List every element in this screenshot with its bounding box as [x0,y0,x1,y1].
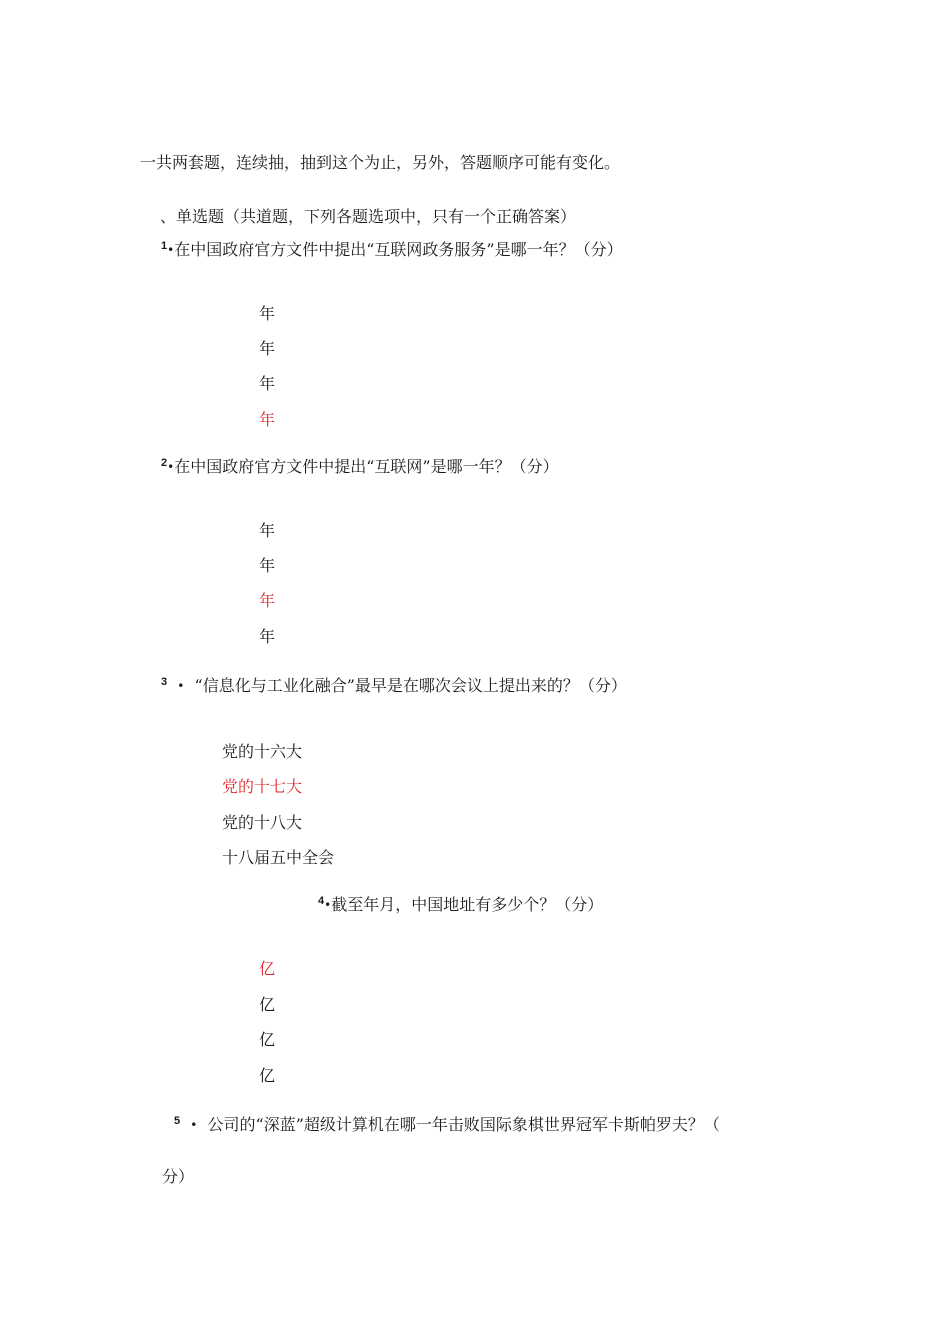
q4-option-b[interactable]: 亿 [259,995,276,1014]
q3-option-a[interactable]: 党的十六大 [222,742,303,761]
q1-option-c[interactable]: 年 [259,374,276,393]
q4-option-d[interactable]: 亿 [259,1066,276,1085]
q4-option-a[interactable]: 亿 [259,959,276,978]
q1-option-a[interactable]: 年 [259,304,276,323]
question-text: 公司的“深蓝”超级计算机在哪一年击败国际象棋世界冠军卡斯帕罗夫？（ [207,1115,720,1134]
q3-option-c[interactable]: 党的十八大 [222,813,303,832]
bullet-icon: • [167,460,175,474]
question-text: “信息化与工业化融合”最早是在哪次会议上提出来的？（分） [194,676,627,695]
q2-option-b[interactable]: 年 [259,556,276,575]
question-3 [161,676,627,698]
q4-option-c[interactable]: 亿 [259,1030,276,1049]
intro-text: 一共两套题，连续抽，抽到这个为止，另外，答题顺序可能有变化。 [140,153,621,172]
q3-option-b[interactable]: 党的十七大 [222,777,303,796]
bullet-icon: • [167,243,175,257]
bullet-icon: • [190,1118,198,1132]
question-1 [161,240,623,262]
question-text: 截至年月，中国地址有多少个？（分） [331,895,604,914]
q3-option-d[interactable]: 十八届五中全会 [222,848,335,867]
q2-option-d[interactable]: 年 [259,627,276,646]
question-number: 5 [174,1115,181,1127]
q2-option-c[interactable]: 年 [259,591,276,610]
q2-option-a[interactable]: 年 [259,521,276,540]
question-5 [174,1115,720,1137]
question-number: 1 [161,240,168,252]
question-text: 在中国政府官方文件中提出“互联网政务服务”是哪一年？（分） [174,240,623,259]
q1-option-d[interactable]: 年 [259,410,276,429]
question-number: 2 [161,457,168,469]
question-number: 4 [318,895,325,907]
question-text: 在中国政府官方文件中提出“互联网”是哪一年？（分） [174,457,559,476]
section-title: 、单选题（共道题，下列各题选项中，只有一个正确答案） [160,207,577,226]
bullet-icon: • [324,898,332,912]
question-2 [161,457,559,479]
q1-option-b[interactable]: 年 [259,339,276,358]
question-4 [318,895,603,917]
bullet-icon: • [177,679,185,693]
question-5-continuation: 分） [162,1167,195,1186]
question-number: 3 [161,676,168,688]
